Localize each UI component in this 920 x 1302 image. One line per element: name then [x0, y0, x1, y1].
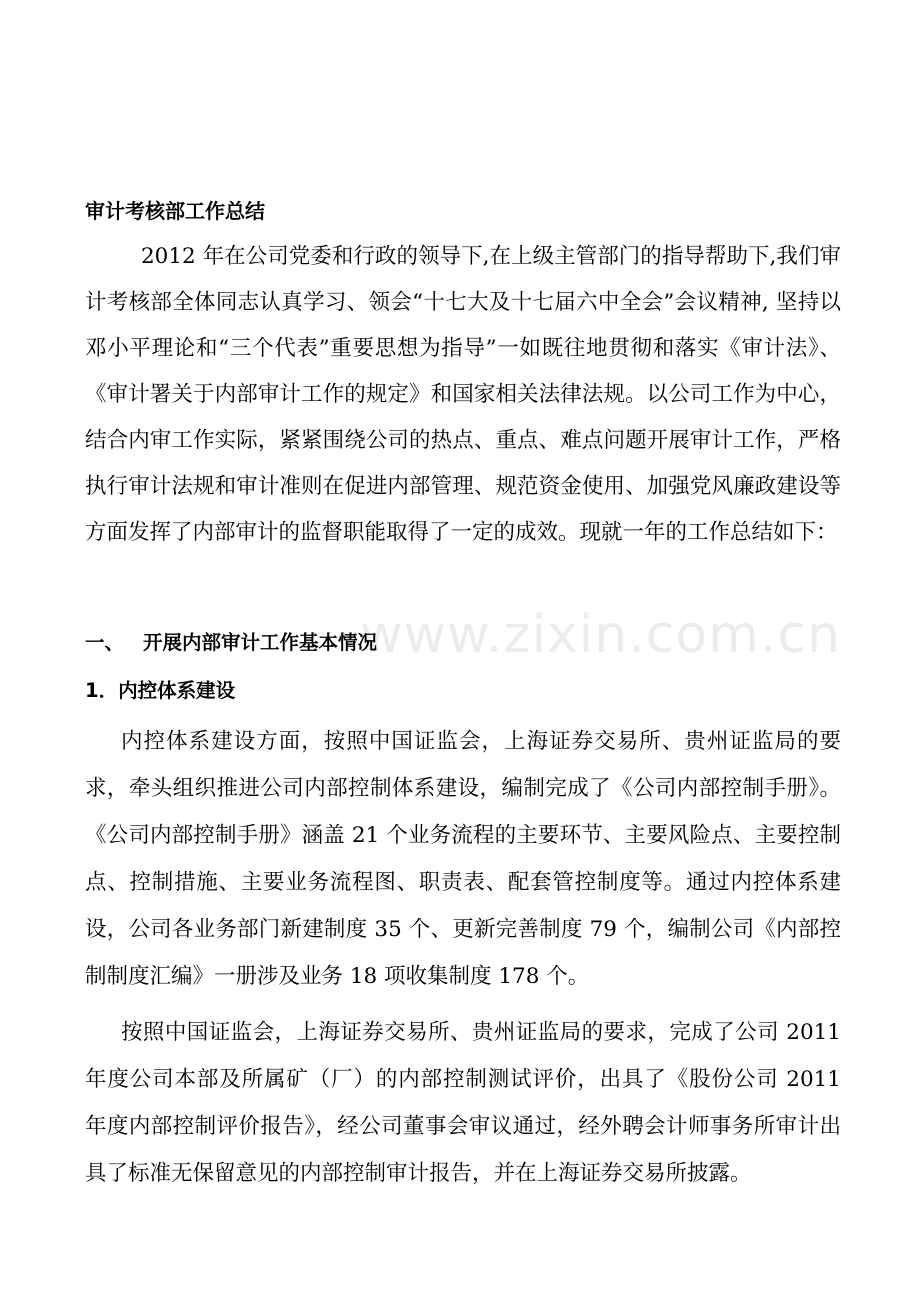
subsection-heading: 1．内控体系建设 — [85, 679, 236, 702]
section-heading-text: 开展内部审计工作基本情况 — [143, 631, 378, 654]
watermark-text: www.zixin.com.cn — [360, 605, 841, 665]
section-heading — [85, 628, 377, 658]
body-paragraph-internal-control: 内控体系建设方面，按照中国证监会，上海证券交易所、贵州证监局的要求，牵头组织推进公司内部控制体系建设，编制完成了《公司内部控制手册》。《公司内部控制手册》涵盖 21 个业务流程的主要环节、主要风险点、主要控制点、控制措施、主要业务流程图、职责表、配套管控制度等。通过内控体系建设，公司各业务部门新建制度 35 个、更新完善制度 79 个，编制公司《内部控制制度汇编》一册涉及业务 18 项收集制度 178 个。 — [85, 729, 841, 989]
document-title: 审计考核部工作总结 — [85, 199, 265, 223]
section-number: 一、 — [85, 631, 125, 654]
intro-paragraph: 2012 年在公司党委和行政的领导下,在上级主管部门的指导帮助下,我们审计考核部全体同志认真学习、领会“十七大及十七届六中全会”会议精神, 坚持以邓小平理论和“三个代表”重要思想为指导”一如既往地贯彻和落实《审计法》、《审计署关于内部审计工作的规定》和国家相关法律法规。以公司工作为中心，结合内审工作实际，紧紧围绕公司的热点、重点、难点问题开展审计工作，严格执行审计法规和审计准则在促进内部管理、规范资金使用、加强党风廉政建设等方面发挥了内部审计的监督职能取得了一定的成效。现就一年的工作总结如下： — [85, 244, 841, 545]
body-paragraph-evaluation: 按照中国证监会，上海证券交易所、贵州证监局的要求，完成了公司 2011 年度公司本部及所属矿（厂）的内部控制测试评价，出具了《股份公司 2011 年度内部控制评价报告》，经公司董事会审议通过，经外聘会计师事务所审计出具了标准无保留意见的内部控制审计报告，并在上海证券交易所披露。 — [85, 1020, 841, 1186]
